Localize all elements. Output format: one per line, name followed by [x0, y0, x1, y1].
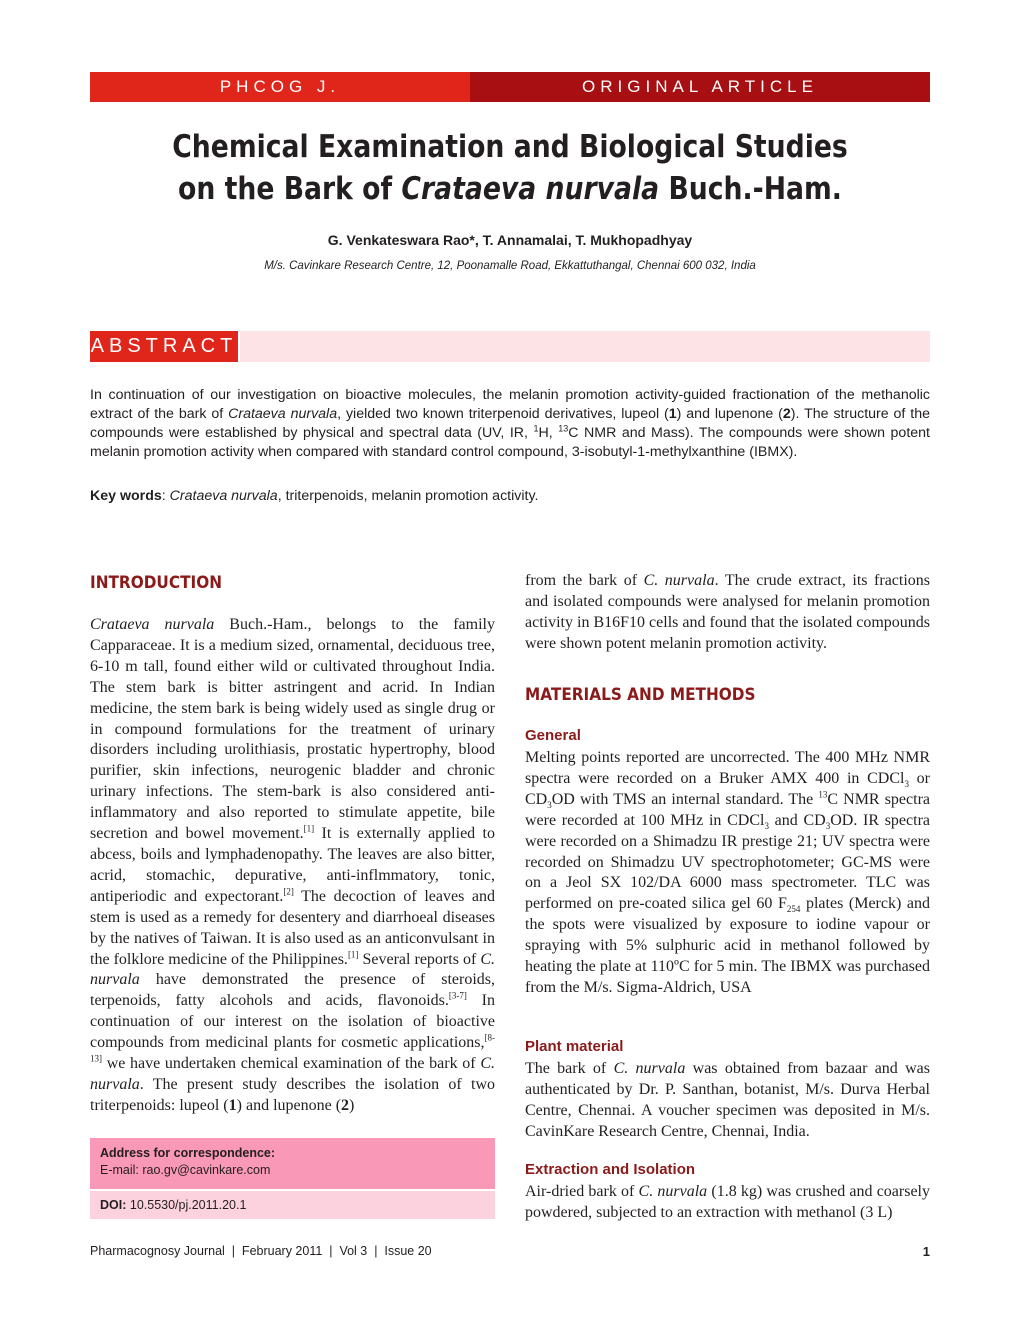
citation: [3-7] [448, 990, 467, 1001]
intro-part: In continuation of our interest on the isolation of bioactive compounds from medicinal plants for cosmetic applications, [90, 992, 496, 1052]
plant-part: was obtained from bazaar and was authenticated by Dr. P. Santhan, botanist, M/s. Durva Herbal Centre, Chennai. A voucher specimen was deposited in M/s. CavinKare Research Centre, Chennai, India. [525, 1060, 931, 1140]
plant-part: C. nurvala [613, 1060, 686, 1077]
general-part: OD. IR spectra were recorded on a Shimadzu IR prestige 21; UV spectra were recorded on Shimadzu UV spectrophotometer; GC-MS were on a Jeol SX 102/DA 6000 mass spectrometer. TLC was performed on pre-coated silica gel 60 F [525, 811, 931, 913]
abstract-label: ABSTRACT [90, 331, 238, 362]
intro-part: Crataeva nurvala [90, 616, 215, 633]
plant-part: The bark of [525, 1060, 614, 1077]
authors: G. Venkateswara Rao*, T. Annamalai, T. Mukhopadhyay [327, 232, 693, 248]
extract-part: Air-dried bark of [525, 1183, 639, 1200]
page-number: 1 [922, 1244, 930, 1259]
doi-line [100, 1198, 246, 1212]
intro-part: It is externally applied to abcess, boils and lymphadenopathy. The leaves are also bitter, acrid, stomachic, depurative, anti-inflmmatory, tonic, antiperiodic and expectorant. [90, 825, 495, 905]
doi-label: DOI: [100, 1198, 127, 1212]
plant-material-heading: Plant material [525, 1038, 624, 1055]
superscript: 13 [818, 789, 828, 800]
superscript: 13 [558, 423, 569, 434]
abstract-part: ) and lupenone ( [676, 406, 783, 422]
intro-part: Buch.-Ham., belongs to the family Capparaceae. It is a medium sized, ornamental, deciduous tree, 6-10 m tall, found either wild or cultivated throughout India. The stem bark is bitter astringent and acrid. In Indian medicine, the stem bark is being widely used as single drug or in compound formulations for the treatment of urinary disorders including urolithiasis, prostatic hypertrophy, blood purifier, skin infections, neurogenic bladder and chronic urinary infections. The stem-bark is also considered anti-inflammatory and also reported to stimulate appetite, bile secretion and bowel movement. [90, 616, 495, 843]
footer-citation: Pharmacognosy Journal | February 2011 | Vol 3 | Issue 20 [90, 1244, 432, 1258]
intro-part: . The present study describes the isolation of two triterpenoids: lupeol ( [90, 1075, 495, 1114]
intro-part: C. nurvala [90, 950, 496, 989]
intro-part: The decoction of leaves and stem is used as a remedy for desentery and diarrhoeal diseases by the natives of Taiwan. It is also used as an anticonvulsant in the folklore medicine of the Philippines. [90, 887, 496, 968]
intro-cont-part: from the bark of [525, 572, 644, 589]
title-prefix: on the Bark of [178, 171, 402, 207]
subscript: 254 [786, 904, 801, 915]
compound-2-ref: 2 [782, 406, 791, 422]
doi-box [90, 1191, 495, 1219]
correspondence-label: Address for correspondence: [100, 1146, 276, 1160]
plant-material-text [525, 1059, 930, 1143]
abstract-band [240, 331, 930, 362]
general-text [525, 748, 930, 999]
intro-cont-part: C. nurvala [643, 572, 715, 589]
keywords-species: Crataeva nurvala [169, 488, 278, 504]
general-part: OD with TMS an internal standard. The [551, 790, 819, 808]
intro-part: have demonstrated the presence of steroids, terpenoids, fatty alcohols and acids, flavonoids. [90, 971, 495, 1010]
article-type-label: ORIGINAL ARTICLE [470, 72, 930, 102]
correspondence-box [90, 1138, 495, 1189]
title-line-2 [149, 168, 871, 210]
abstract-part: H, [538, 425, 559, 441]
subscript: 3 [904, 779, 909, 790]
intro-part: ) [349, 1096, 355, 1114]
keywords [90, 487, 930, 506]
general-heading: General [525, 727, 581, 744]
subscript: 3 [547, 800, 552, 810]
keywords-colon: : [161, 488, 170, 504]
general-part: or CD [525, 769, 931, 808]
abstract-part: ). The structure of the compounds were established by physical and spectral data (UV, IR, [90, 406, 931, 441]
correspondence-email[interactable]: E-mail: rao.gv@cavinkare.com [100, 1163, 271, 1177]
keywords-rest: , triterpenoids, melanin promotion activity. [277, 488, 539, 504]
intro-part: we have undertaken chemical examination of the bark of [102, 1055, 481, 1073]
extraction-text [525, 1182, 930, 1224]
general-part: Melting points reported are uncorrected. The 400 MHz NMR spectra were recorded on a Bruker AMX 400 in CDCl [525, 749, 930, 787]
introduction-text [90, 615, 495, 1117]
general-part: and CD [768, 811, 826, 829]
abstract-part: In continuation of our investigation on bioactive molecules, the melanin promotion activity-guided fractionation of the methanolic extract of the bark of [90, 387, 930, 422]
abstract-text [90, 386, 930, 462]
abstract-part: C NMR and Mass). The compounds were shown potent melanin promotion activity when compared with standard control compound, 3-isobutyl-1-methylxanthine (IBMX). [90, 425, 930, 460]
keywords-label: Key words [90, 488, 162, 504]
citation: [2] [283, 886, 294, 897]
title-line-1: Chemical Examination and Biological Studies [172, 129, 848, 165]
abstract-species: Crataeva nurvala [228, 406, 338, 422]
subscript: 3 [764, 820, 769, 831]
abstract-part: , yielded two known triterpenoid derivatives, lupeol ( [337, 406, 669, 422]
introduction-heading: INTRODUCTION [90, 573, 223, 593]
citation: [1] [303, 823, 315, 834]
extraction-heading: Extraction and Isolation [525, 1161, 696, 1178]
citation: [8-13] [90, 1032, 495, 1064]
intro-part: ) and lupenone ( [236, 1096, 342, 1114]
journal-label: PHCOG J. [90, 72, 470, 102]
materials-methods-heading: MATERIALS AND METHODS [525, 685, 756, 705]
doi-value[interactable]: 10.5530/pj.2011.20.1 [126, 1198, 247, 1212]
extract-part: (1.8 kg) was crushed and coarsely powdered, subjected to an extraction with methanol (3 L) [525, 1183, 930, 1221]
title-species: Crataeva nurvala [401, 171, 660, 207]
intro-part: Several reports of [358, 950, 481, 968]
compound-1-ref: 1 [668, 406, 677, 422]
compound-2-ref: 2 [341, 1096, 350, 1114]
title-suffix: Buch.-Ham. [659, 171, 842, 207]
general-part: plates (Merck) and the spots were visualized by exposure to iodine vapour or spraying with 5% sulphuric acid in methanol followed by heating the plate at 110ºC for 5 min. The IBMX was purchased from the M/s. Sigma-Aldrich, USA [525, 895, 930, 996]
extract-part: C. nurvala [638, 1183, 708, 1200]
introduction-continued [525, 571, 930, 655]
intro-cont-part: . The crude extract, its fractions and isolated compounds were analysed for melanin promotion activity in B16F10 cells and found that the isolated compounds were shown potent melanin promotion activity. [525, 572, 931, 652]
intro-part: C. nurvala [90, 1055, 495, 1093]
compound-1-ref: 1 [228, 1096, 237, 1114]
superscript: 1 [533, 423, 539, 434]
citation: [1] [347, 949, 359, 960]
affiliation: M/s. Cavinkare Research Centre, 12, Poonamalle Road, Ekkattuthangal, Chennai 600 032, India [264, 260, 756, 272]
general-part: C NMR spectra were recorded at 100 MHz in CDCl [525, 790, 931, 829]
subscript: 3 [825, 820, 831, 831]
article-title [149, 126, 871, 210]
